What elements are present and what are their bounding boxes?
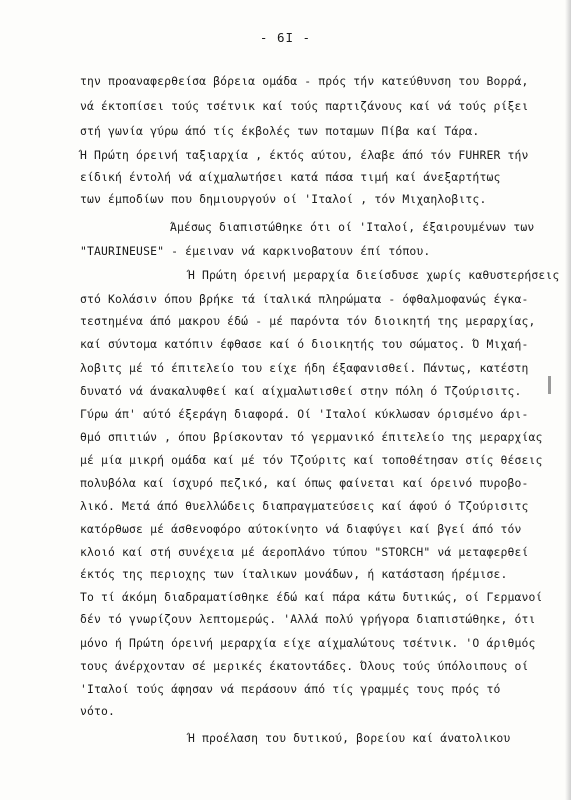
text-line: κλοιό καί στή συνέχεια μέ άεροπλάνο τύπου "STORCH" νά μεταφερθεί bbox=[80, 545, 529, 559]
text-line: θμό σπιτιών , όπου βρίσκονταν τό γερμανικό έπιτελείο της μεραρχίας bbox=[80, 430, 543, 444]
page-edge-shadow bbox=[565, 0, 571, 800]
text-line: πολυβόλα καί ίσχυρό πεζικό, καί όπως φαίνεται καί όρεινό πυροβο- bbox=[80, 476, 529, 490]
text-line: τους άνέρχονταν σέ μερικές έκατοντάδες. Όλους τούς ύπόλοιπους οί bbox=[80, 659, 529, 673]
text-line: των έμποδίων που δημιουργούν οί 'Ιταλοί , τόν Μιχαηλοβιτς. bbox=[80, 192, 487, 206]
text-line: δυνατό νά άνακαλυφθεί καί αίχμαλωτισθεί στην πόλη ό Τζούρισιτς. bbox=[80, 384, 522, 398]
text-line: νότο. bbox=[80, 704, 116, 718]
text-line: έκτός της περιοχης των ίταλικων μονάδων, ή κατάσταση ήρέμισε. bbox=[80, 567, 508, 581]
page-number: - 6I - bbox=[259, 30, 312, 45]
text-line: 'Ιταλοί τούς άφησαν νά περάσουν άπό τίς γραμμές τους πρός τό bbox=[80, 682, 501, 696]
text-line: λικό. Μετά άπό θυελλώδεις διαπραγματεύσεις καί άφού ό Τζούρισιτς bbox=[80, 499, 529, 513]
text-line: λοβιτς μέ τό έπιτελείο του είχε ήδη έξαφανισθεί. Πάντως, κατέστη bbox=[80, 361, 529, 375]
text-line: Άμέσως διαπιστώθηκε ότι οί 'Ιταλοί, έξαιρουμένων των bbox=[170, 220, 535, 234]
text-line: "TAURINEUSE" - έμειναν νά καρκινοβατουν έπί τόπου. bbox=[80, 244, 431, 258]
text-line: την προαναφερθείσα βόρεια ομάδα - πρός τήν κατεύθυνση του Βορρά, bbox=[80, 74, 529, 88]
text-line: Ή Πρώτη όρεινή ταξιαρχία , έκτός αύτου, έλαβε άπό τόν FUHRER τήν bbox=[80, 148, 529, 162]
text-line: κατόρθωσε μέ άσθενοφόρο αύτοκίνητο νά διαφύγει καί βγεί άπό τόν bbox=[80, 522, 522, 536]
scan-mark bbox=[548, 376, 551, 394]
text-line: στό Κολάσιν όπου βρήκε τά ίταλικά πληρώματα - όφθαλμοφανώς έγκα- bbox=[80, 292, 529, 306]
text-line: Το τί άκόμη διαδραματίσθηκε έδώ καί πάρα κάτω δυτικώς, οί Γερμανοί bbox=[80, 590, 543, 604]
text-line: μέ μία μικρή ομάδα καί μέ τόν Τζούριτς καί τοποθέτησαν στίς θέσεις bbox=[80, 453, 543, 467]
text-line: είδική έντολή νά αίχμαλωτήσει κατά πάσα τιμή καί άνεξαρτήτως bbox=[80, 170, 501, 184]
text-line: δέν τό γνωρίζουν λεπτομερώς. 'Αλλά πολύ γρήγορα διαπιστώθηκε, ότι bbox=[80, 612, 536, 626]
text-line: Ή Πρώτη όρεινή μεραρχία διείσδυσε χωρίς καθυστερήσεις bbox=[188, 268, 560, 282]
text-line: Γύρω άπ' αύτό έξεράγη διαφορά. Οί 'Ιταλοί κύκλωσαν όρισμένο άρι- bbox=[80, 407, 529, 421]
text-line: μόνο ή Πρώτη όρεινή μεραρχία είχε αίχμαλώτους τσέτνικ. 'Ο άριθμός bbox=[80, 636, 536, 650]
text-line: στή γωνία γύρω άπό τίς έκβολές των ποταμων Πίβα καί Τάρα. bbox=[80, 124, 480, 138]
text-line: Ή προέλαση του δυτικού, βορείου καί άνατολικου bbox=[188, 731, 511, 745]
text-line: καί σύντομα κατόπιν έφθασε καί ό διοικητής του σώματος. Ό Μιχαή- bbox=[80, 337, 529, 351]
text-line: νά έκτοπίσει τούς τσέτνικ καί τούς παρτιζάνους καί νά τούς ρίξει bbox=[80, 99, 529, 113]
text-line: τεστημένα άπό μακρου έδώ - μέ παρόντα τόν διοικητή της μεραρχίας, bbox=[80, 314, 536, 328]
